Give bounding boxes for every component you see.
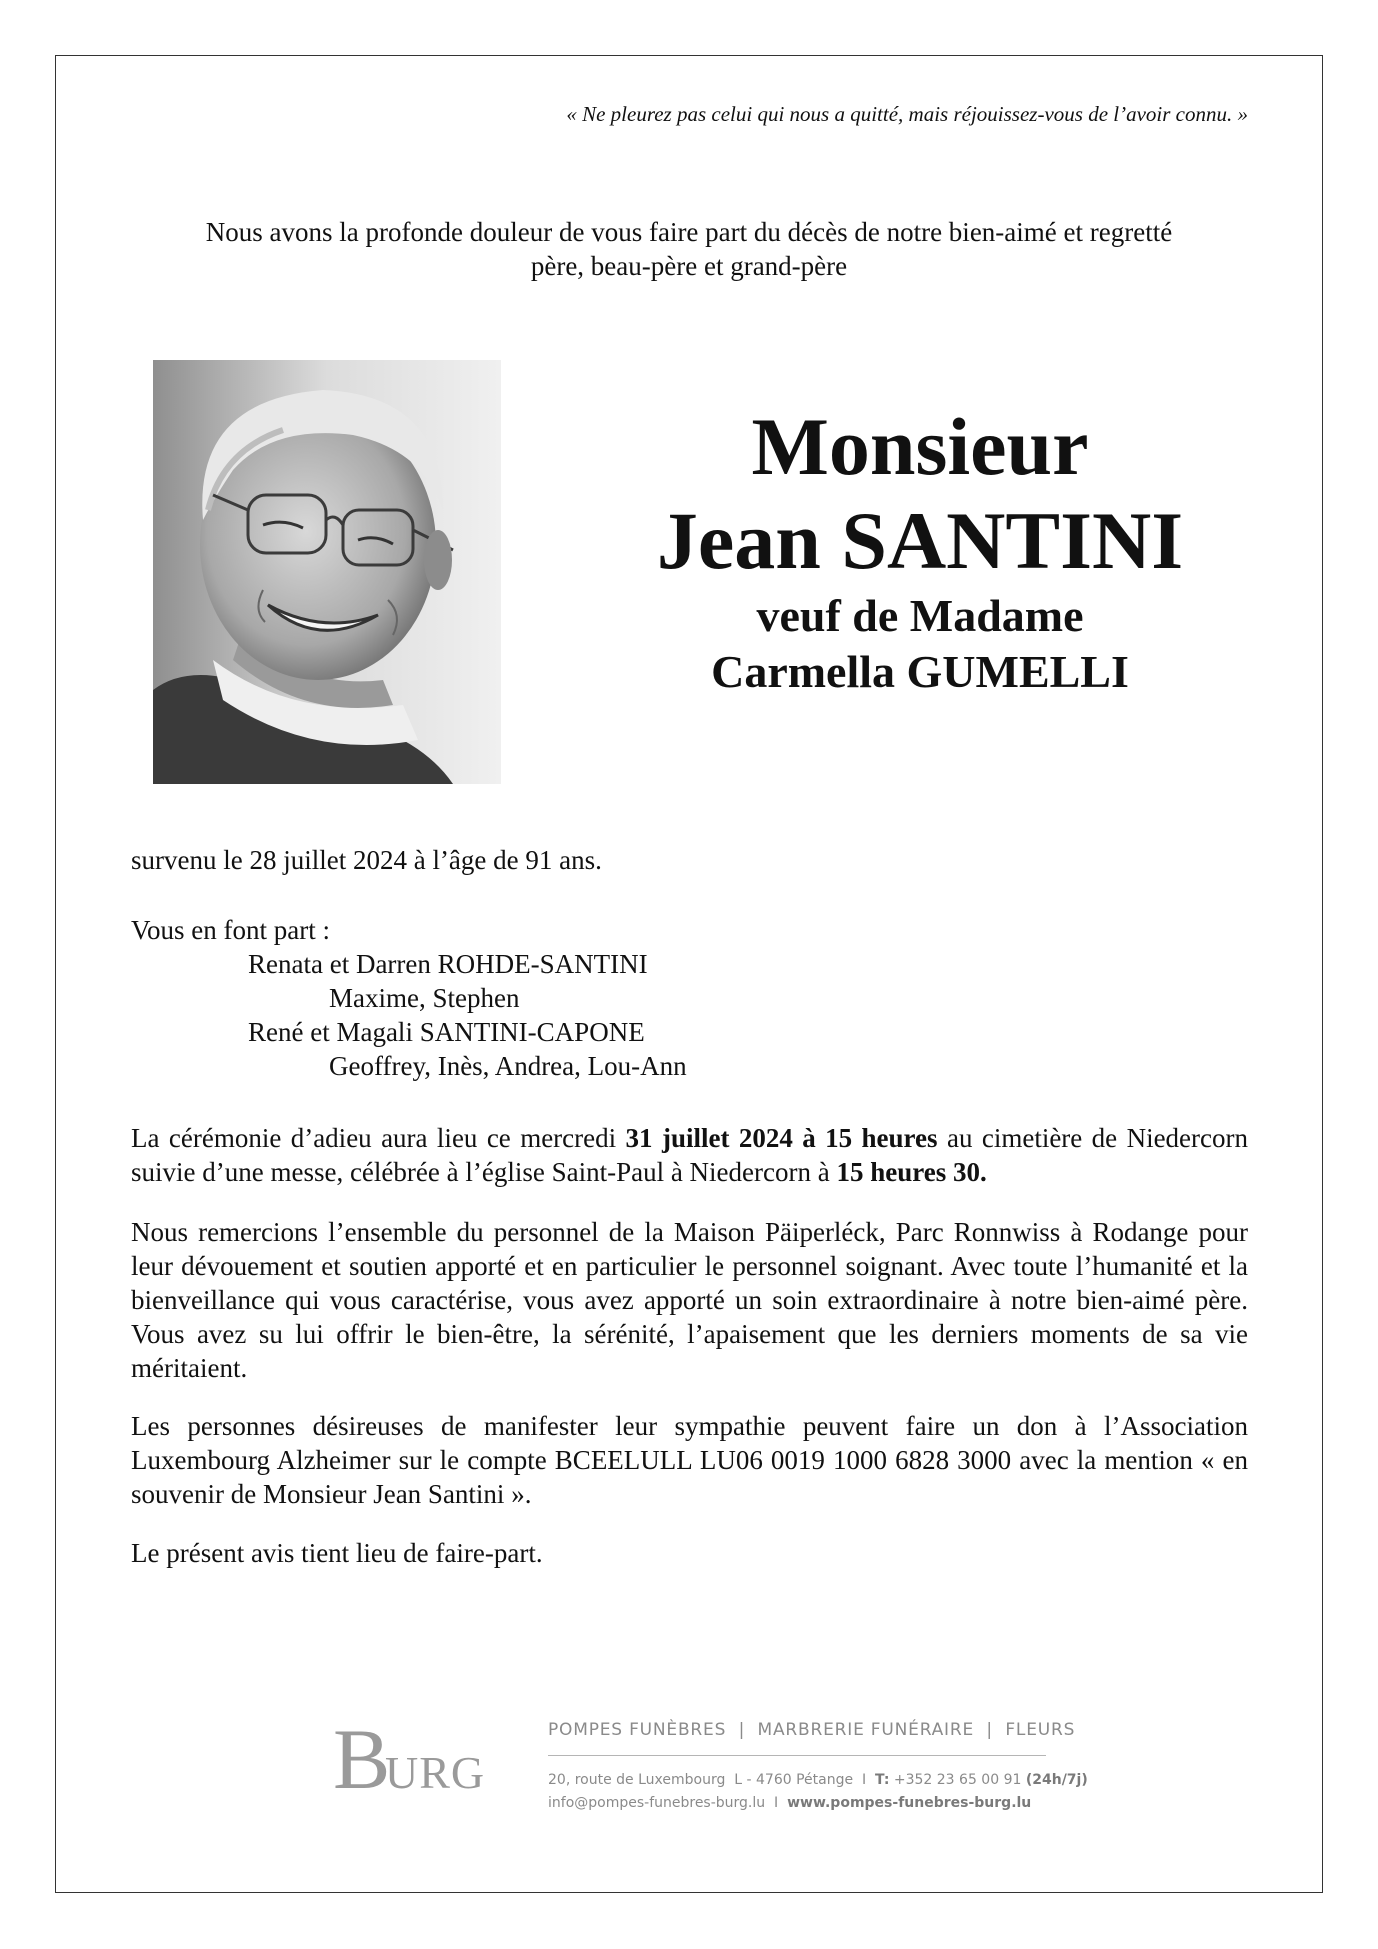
family-member: Renata et Darren ROHDE-SANTINI xyxy=(248,949,648,979)
services-line: POMPES FUNÈBRES | MARBRERIE FUNÉRAIRE | FLEURS xyxy=(548,1720,1076,1740)
burg-logo xyxy=(333,1718,503,1798)
deceased-name-block xyxy=(600,400,1240,700)
family-member: Maxime, Stephen xyxy=(329,983,520,1013)
intro-line-2: père, beau-père et grand-père xyxy=(530,251,848,281)
family-heading: Vous en font part : xyxy=(131,915,330,945)
website-link[interactable]: www.pompes-funebres-burg.lu xyxy=(787,1795,1032,1811)
address-line xyxy=(548,1769,1088,1792)
email-link[interactable]: info@pompes-funebres-burg.lu I xyxy=(548,1795,788,1811)
address-text: 20, route de Luxembourg L - 4760 Pétange I xyxy=(548,1772,876,1788)
closing-note: Le présent avis tient lieu de faire-part. xyxy=(131,1538,543,1568)
widow-line: veuf de Madame xyxy=(756,590,1084,641)
phone-label: T: xyxy=(875,1772,890,1788)
svg-text:URG: URG xyxy=(385,1747,486,1798)
svg-text:B: B xyxy=(333,1718,391,1798)
footer-divider xyxy=(548,1755,1046,1756)
mass-time: 15 heures 30. xyxy=(836,1157,987,1187)
family-member: Geoffrey, Inès, Andrea, Lou-Ann xyxy=(329,1051,687,1081)
intro-text xyxy=(130,215,1248,283)
contact-line xyxy=(548,1792,1088,1815)
deceased-title: Monsieur xyxy=(751,401,1089,492)
death-notice: survenu le 28 juillet 2024 à l’âge de 91 ans. xyxy=(131,845,602,875)
ceremony-text-1: La cérémonie d’adieu aura lieu ce mercredi xyxy=(131,1123,626,1153)
deceased-portrait xyxy=(153,360,501,784)
ceremony-text-2: au cimetière de Niedercorn suivie d’une messe, célébrée à l’église Saint-Paul à Niedercorn à xyxy=(131,1123,1249,1187)
ceremony-paragraph xyxy=(131,1121,1248,1189)
funeral-home-footer xyxy=(548,1720,1088,1815)
deceased-name: Jean SANTINI xyxy=(656,495,1184,586)
epigraph-quote: « Ne pleurez pas celui qui nous a quitté, mais réjouissez-vous de l’avoir connu. » xyxy=(566,102,1248,126)
donation-paragraph: Les personnes désireuses de manifester leur sympathie peuvent faire un don à l’Association Luxembourg Alzheimer sur le compte BCEELULL LU06 0019 1000 6828 3000 avec la mention « en souvenir de Monsieur Jean Santini ». xyxy=(131,1411,1248,1509)
intro-line-1: Nous avons la profonde douleur de vous faire part du décès de notre bien-aimé et regretté xyxy=(205,217,1173,247)
phone-number: +352 23 65 00 91 xyxy=(889,1772,1026,1788)
spouse-name: Carmella GUMELLI xyxy=(711,646,1129,697)
thanks-paragraph: Nous remercions l’ensemble du personnel de la Maison Päiperléck, Parc Ronnwiss à Rodange pour leur dévouement et soutien apporté et en particulier le personnel soignant. Avec toute l’humanité et la bienveillance qui vous caractérise, vous avez apporté un soin extraordinaire à notre bien-aimé père. Vous avez su lui offrir le bien-être, la sérénité, l’apaisement que les derniers moments de sa vie méritaient. xyxy=(131,1217,1248,1383)
ceremony-date: 31 juillet 2024 à 15 heures xyxy=(625,1123,938,1153)
family-list xyxy=(131,913,1248,1083)
family-member: René et Magali SANTINI-CAPONE xyxy=(248,1017,645,1047)
phone-hours: (24h/7j) xyxy=(1025,1772,1088,1788)
